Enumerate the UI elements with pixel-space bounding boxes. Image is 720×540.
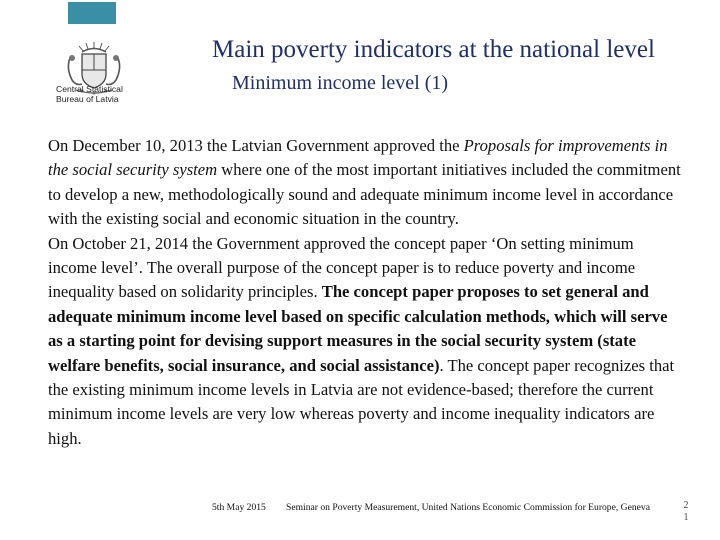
page-title: Main poverty indicators at the national level — [212, 36, 655, 63]
paragraph-2 — [48, 232, 684, 452]
body-text — [48, 134, 684, 451]
page-subtitle: Minimum income level (1) — [232, 72, 449, 94]
logo-text — [56, 84, 136, 104]
p2-bold-text: The concept paper proposes to set general and adequate minimum income level based on specific calculation methods, which will serve as a starting point for devising support measures in the social security system (state welfare benefits, social insurance, and social assistance) — [48, 282, 668, 375]
logo-line-2: Bureau of Latvia — [56, 94, 119, 104]
page-number-line-2: 1 — [683, 512, 689, 523]
p2-text-a: On October 21, 2014 the Government approved the concept paper ‘On setting minimum income level’. The overall purpose of the concept paper is to reduce poverty and income inequality based on solidarity principles. — [48, 233, 636, 302]
accent-square — [68, 2, 116, 24]
footer-seminar: Seminar on Poverty Measurement, United Nations Economic Commission for Europe, Geneva — [286, 502, 650, 513]
page-number — [682, 500, 690, 524]
p1-italic-title: Proposals for improvements in the social security system — [48, 136, 668, 180]
footer-date: 5th May 2015 — [212, 502, 266, 513]
logo-line-1: Central Statistical — [56, 84, 123, 94]
p1-text-b: where one of the most important initiatives included the commitment to develop a new, methodologically sound and adequate minimum income level in accordance with the existing social and economic situation in the country. — [48, 160, 681, 229]
paragraph-1 — [48, 134, 684, 232]
p2-text-b: . The concept paper recognizes that the existing minimum income levels in Latvia are not evidence-based; therefore the current minimum income levels are very low whereas poverty and income inequality indicators are high. — [48, 355, 675, 448]
p1-text-a: On December 10, 2013 the Latvian Government approved the — [48, 136, 464, 155]
page-number-line-1: 2 — [683, 500, 689, 511]
